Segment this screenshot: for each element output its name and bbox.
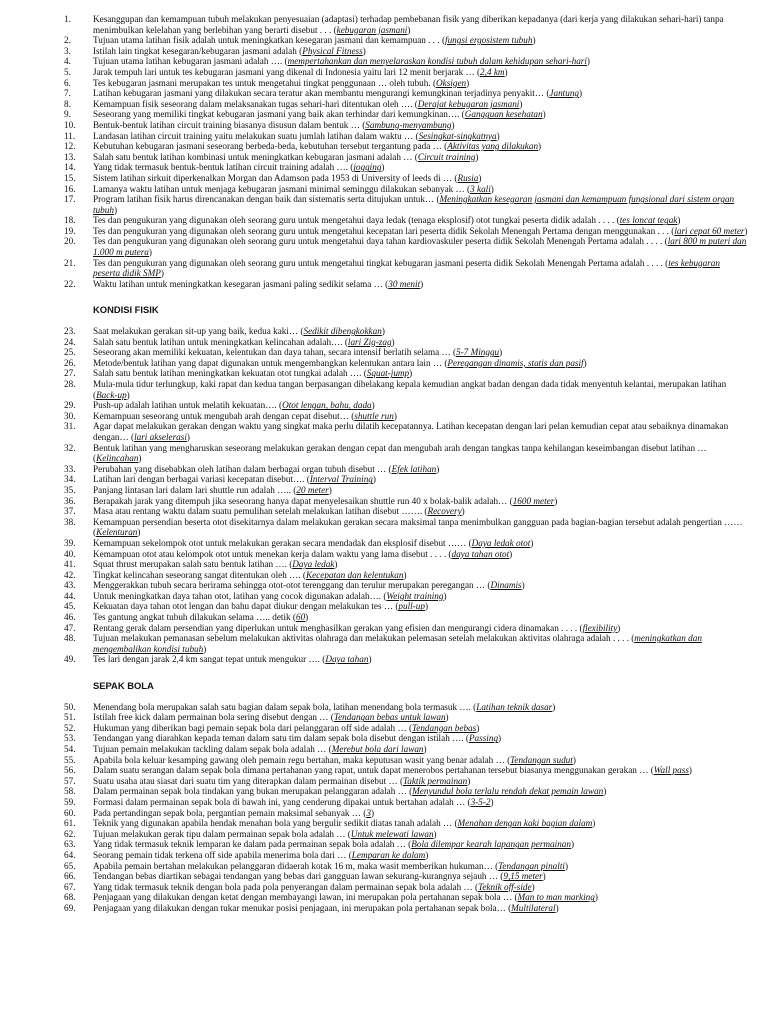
question-item: 9. Seseorang yang memiliki tingkat kebugaran jasmani yang baik akan terhindar dari kemungkinan…. (Gangguan kesehatan) bbox=[64, 109, 546, 120]
answer-text: Circuit training bbox=[417, 151, 476, 162]
answer-text: Rusia bbox=[457, 172, 479, 183]
question-item: 37. Masa atau rentang waktu dalam suatu pemulihan setelah melakukan latihan disebut ……. (Recovery) bbox=[64, 506, 465, 517]
question-item: 60. Pada pertandingan sepak bola, pergantian pemain maksimal sebanyak … (3) bbox=[64, 807, 374, 818]
question-item: 22. Waktu latihan untuk meningkatkan kesegaran jasmani paling sedikit selama … (30 menit) bbox=[64, 278, 424, 289]
answer-text: Merebut bola dari lawan bbox=[331, 744, 424, 754]
question-text: Salah satu bentuk latihan meningkatkan kekuatan otot tungkai adalah …. bbox=[93, 368, 362, 379]
question-text: Rentang gerak dalam persendian yang diperlukan untuk menghasilkan gerakan yang efisien dan mengurangi cidera dinamakan . . . . bbox=[93, 622, 578, 633]
question-number: 56. bbox=[64, 765, 76, 776]
answer-text: Menyundul bola terlalu rendah dekat pemain lawan bbox=[412, 786, 604, 797]
question-item: 61. Teknik yang digunakan apabila hendak menahan bola yang bergulir sedikit diatas tanah adalah … (Menahan dengan kaki bagian dalam) bbox=[64, 818, 596, 829]
question-item: 63. Yang tidak termasuk teknik lemparan ke dalam pada permainan sepak bola adalah … (Bola dilempar kearah lapangan permainan) bbox=[64, 839, 575, 850]
question-number: 24. bbox=[64, 336, 76, 347]
question-text: Apabila bola keluar kesamping gawang oleh pemain regu bertahan, maka keputusan wasit yang benar adalah … bbox=[93, 754, 505, 765]
answer-text: Kecepatan dan kelentukan bbox=[305, 569, 404, 580]
question-number: 67. bbox=[64, 881, 76, 892]
question-text: Tingkat kelincahan seseorang sangat ditentukan oleh …. bbox=[93, 569, 301, 580]
question-number: 68. bbox=[64, 892, 76, 903]
question-number: 23. bbox=[64, 326, 76, 337]
question-text: Menggerakkan tubuh secara beriramа sehingga otot-otot terenggang dan terulur merupakan peregangan … bbox=[93, 580, 486, 591]
question-text: Apabila pemain bertahan melakukan pelanggaran didaerah kotak 16 m, maka wasit memberikan hukuman… bbox=[93, 860, 493, 871]
answer-text: fungsi ergosistem tubuh bbox=[445, 35, 533, 46]
question-item: 17. Program latihan fisik harus direncanakan dengan baik dan sistematis serta ditujukan untuk… (Meningkatkan kesegaran jasmani dan kemampuan fungsional dari sistem organ tubuh) bbox=[64, 194, 735, 215]
question-item: 4. Tujuan utama latihan kebugaran jasmani adalah …. (mempertahankan dan menyelaraskan kondisi tubuh dalam kehidupan sehari-hari) bbox=[64, 56, 590, 67]
question-text: Kekuatan daya tahan otot lengan dan bahu dapat diukur dengan melakukan tes … bbox=[93, 601, 394, 612]
question-text: Latihan lari dengan berbagai variasi kecepatan disebut…. bbox=[93, 474, 305, 485]
answer-text: Lemparan ke dalam bbox=[351, 849, 426, 860]
question-text: Tes dan pengukuran yang digunakan oleh seorang guru untuk mengetahui kecepatan lari peserta didik Sekolah Menengah Pertama dengan menggunakan . . . bbox=[93, 225, 669, 236]
answer-text: Menahan dengan kaki bagian dalam bbox=[457, 818, 593, 829]
answer-text: Oksigen bbox=[436, 77, 467, 88]
question-number: 18. bbox=[64, 215, 76, 226]
question-number: 43. bbox=[64, 580, 76, 591]
question-item: 57. Suatu usaha atau siasat dari suatu tim yang diterapkan dalam permainan disebut … (Taktik permainan) bbox=[64, 775, 471, 786]
answer-text: Wall pass bbox=[653, 765, 689, 776]
question-text: Tes dan pengukuran yang digunakan oleh seorang guru untuk mengetahui daya tahan kardiovaskuler peserta didik Sekolah Menengah Pertama adalah . . . . bbox=[93, 236, 663, 247]
question-number: 8. bbox=[64, 98, 71, 109]
question-item: 64. Seorang pemain tidak terkena off side apabila menerima bola dari … (Lemparan ke dalam) bbox=[64, 849, 429, 860]
question-item: 11. Landasan latihan circuit training yaitu melakukan suatu jumlah latihan dalam waktu … (Sesingkat-singkatnya) bbox=[64, 130, 500, 141]
question-text: Menendang bola merupakan salah satu bagian dalam sepak bola, latihan menendang bola termasuk …. bbox=[93, 701, 471, 712]
answer-text: Kelenturan bbox=[96, 527, 138, 538]
answer-text: tes loncat tegak bbox=[619, 215, 678, 226]
answer-text: 30 menit bbox=[388, 278, 421, 289]
question-text: Squat thrust merupakan salah satu bentuk latihan …. bbox=[93, 559, 287, 570]
question-item: 35. Panjang lintasan lari dalam lari shuttle run adalah ….. (20 meter) bbox=[64, 484, 332, 495]
question-item: 65. Apabila pemain bertahan melakukan pelanggaran didaerah kotak 16 m, maka wasit memberikan hukuman… (Tendangan pinalti) bbox=[64, 860, 568, 871]
question-text: Salah satu bentuk latihan kombinasi untuk meningkatkan kebugaran jasmani adalah … bbox=[93, 151, 413, 162]
question-text: Tujuan utama latihan kebugaran jasmani adalah …. bbox=[93, 56, 283, 67]
question-item: 30. Kemampuan seseorang untuk mengubah arah dengan cepat disebut… (shuttle run) bbox=[64, 410, 397, 421]
question-number: 64. bbox=[64, 849, 76, 860]
question-number: 35. bbox=[64, 484, 76, 495]
question-number: 37. bbox=[64, 506, 76, 517]
answer-text: Man to man marking bbox=[517, 892, 595, 903]
question-item: 18. Tes dan pengukuran yang digunakan oleh seorang guru untuk mengetahui daya ledak (tenaga eksplosif) otot tungkai peserta didik adalah . . . . (tes loncat tegak) bbox=[64, 215, 681, 226]
question-text: Seseorang akan memiliki kekuatan, kelentukan dan daya tahan, secara intensif berlatih selama … bbox=[93, 347, 451, 358]
question-text: Perubahan yang disebabkan oleh latihan dalam berbagai organ tubuh disebut … bbox=[93, 463, 387, 474]
question-list-kondisi-fisik bbox=[66, 326, 748, 665]
answer-text: lari cepat 60 meter bbox=[674, 225, 745, 236]
question-item: 51. Istilah free kick dalam permainan bola sering disebut dengan … (Tendangan bebas untuk lawan) bbox=[64, 712, 449, 723]
question-number: 11. bbox=[64, 130, 76, 141]
question-number: 20. bbox=[64, 236, 76, 247]
question-text: Kebutuhan kebugaran jasmani seseorang berbeda-beda, kebutuhan tersebut tergantung pada … bbox=[93, 141, 442, 152]
answer-text: Derajat kebugaran jasmani bbox=[417, 98, 520, 109]
answer-text: Dinamis bbox=[490, 580, 522, 591]
question-number: 13. bbox=[64, 151, 76, 162]
question-number: 27. bbox=[64, 368, 76, 379]
question-item: 21. Tes dan pengukuran yang digunakan oleh seorang guru untuk mengetahui tingkat kebugaran jasmani peserta didik Sekolah Menengah Pertama adalah . . . . (tes kebugaran peserta didik SMP) bbox=[64, 257, 720, 279]
answer-text: jogging bbox=[353, 162, 382, 173]
question-number: 1. bbox=[64, 14, 71, 24]
answer-text: mempertahankan dan menyelaraskan kondisi tubuh dalam kehidupan sehari-hari bbox=[287, 56, 587, 67]
question-item: 50. Menendang bola merupakan salah satu bagian dalam sepak bola, latihan menendang bola termasuk …. (Latihan teknik dasar) bbox=[64, 701, 556, 712]
question-number: 60. bbox=[64, 807, 76, 818]
question-number: 49. bbox=[64, 654, 76, 665]
question-text: Seorang pemain tidak terkena off side apabila menerima bola dari … bbox=[93, 849, 347, 860]
answer-text: Squat-jump bbox=[366, 368, 410, 379]
answer-text: pull-up bbox=[398, 601, 425, 612]
section-title-kondisi-fisik: KONDISI FISIK bbox=[93, 304, 159, 316]
question-item: 55. Apabila bola keluar kesamping gawang oleh pemain regu bertahan, maka keputusan wasit yang benar adalah … (Tendangan sudut) bbox=[64, 754, 576, 765]
answer-text: Bola dilempar kearah lapangan permainan bbox=[411, 839, 571, 850]
question-list-sepak-bola bbox=[66, 702, 748, 914]
answer-text: Sedikit dibengkokkan bbox=[303, 326, 382, 337]
question-item: 47. Rentang gerak dalam persendian yang diperlukan untuk menghasilkan gerakan yang efisien dan mengurangi cidera dinamakan . . . . (flexibility) bbox=[64, 622, 621, 633]
question-item: 40. Kemampuan otot atau kelompok otot untuk menekan kerja dalam waktu yang lama disebut . . . . (daya tahan otot) bbox=[64, 548, 513, 559]
question-item: 66. Tendangan bebas diartikan sebagai tendangan yang bebas dari gangguan lawan sekurang-kurangnya sejauh … (9,15 meter) bbox=[64, 871, 546, 882]
question-item: 38. Kemampuan persendian beserta otot disekitarnya dalam melakukan gerakan secara maksimal tanpa menimbulkan gangguan pada bagian-bagian tersebut adalah pengertian …… (Kelenturan) bbox=[64, 516, 743, 538]
question-item: 52. Hukuman yang diberikan bagi pemain sepak bola dari pelanggaran off side adalah … (Tendangan bebas) bbox=[64, 722, 480, 733]
question-text: Agar dapat melakukan gerakan dengan waktu yang singkat maka perlu dilatih kecepatannya. Latihan kecepatan dengan lari pelan kemudian cepat atau sebaiknya dinamakan dengan… bbox=[93, 421, 729, 442]
question-number: 46. bbox=[64, 612, 76, 623]
question-item: 58. Dalam permainan sepak bola tindakan yang bukan merupakan pelanggaran adalah … (Menyundul bola terlalu rendah dekat pemain lawan) bbox=[64, 786, 607, 797]
question-text: Istilah free kick dalam permainan bola sering disebut dengan … bbox=[93, 712, 329, 723]
answer-text: Kelincahan bbox=[96, 453, 139, 464]
question-item: 68. Penjagaan yang dilakukan dengan ketat dengan membayangi lawan, ini merupakan pola pertahanan sepak bola … (Man to man marking) bbox=[64, 892, 598, 903]
question-number: 52. bbox=[64, 722, 76, 733]
question-number: 22. bbox=[64, 278, 76, 289]
question-number: 2. bbox=[64, 35, 71, 46]
question-item: 49. Tes lari dengan jarak 2,4 km sangat tepat untuk mengukur …. (Daya tahan) bbox=[64, 654, 372, 665]
question-item: 3. Istilah lain tingkat kesegaran/kebugaran jasmani adalah (Physical Fitness) bbox=[64, 45, 366, 56]
answer-text: Aktivitas yang dilakukan bbox=[447, 141, 539, 152]
question-item: 29. Push-up adalah latihan untuk melatih kekuatan…. (Otot lengan, bahu, dada) bbox=[64, 400, 375, 411]
question-item: 24. Salah satu bentuk latihan untuk meningkatkan kelincahan adalah…. (lari Zig-zag) bbox=[64, 336, 395, 347]
question-text: Tujuan utama latihan fisik adalah untuk meningkatkan kesegaran jasmani dan kemampuan . . . bbox=[93, 35, 440, 46]
question-text: Pada pertandingan sepak bola, pergantian pemain maksimal sebanyak … bbox=[93, 807, 361, 818]
question-item: 59. Formasi dalam permainan sepak bola di bawah ini, yang cenderung dipakai untuk bertahan adalah … (3-5-2) bbox=[64, 796, 494, 807]
answer-text: Meningkatkan kesegaran jasmani dan kemampuan fungsional dari sistem organ tubuh bbox=[93, 194, 735, 215]
question-item: 5. Jarak tempuh lari untuk tes kebugaran jasmani yang dikenal di Indonesia yaitu lari 12 menit berjarak … (2,4 km) bbox=[64, 66, 508, 77]
question-number: 19. bbox=[64, 225, 76, 236]
question-text: Penjagaan yang dilakukan dengan tukar menukar posisi penjagaan, ini merupakan pola pertahanan sepak bola… bbox=[93, 902, 506, 913]
question-text: Dalam permainan sepak bola tindakan yang bukan merupakan pelanggaran adalah … bbox=[93, 786, 407, 797]
answer-text: 1600 meter bbox=[512, 495, 555, 506]
question-item: 48. Tujuan melakukan pemanasan sebelum melakukan aktivitas olahraga dan melakukan pelemasan setelah melakukan aktivitas olahraga adalah . . . . (meningkatkan dan mengembalikan kondisi tubuh) bbox=[64, 633, 702, 654]
question-number: 36. bbox=[64, 495, 76, 506]
question-number: 50. bbox=[64, 701, 76, 712]
question-text: Yang tidak termasuk teknik lemparan ke dalam pada permainan sepak bola adalah … bbox=[93, 839, 406, 850]
question-number: 16. bbox=[64, 183, 76, 194]
question-number: 32. bbox=[64, 442, 76, 453]
question-text: Formasi dalam permainan sepak bola di bawah ini, yang cenderung dipakai untuk bertahan adalah … bbox=[93, 796, 466, 807]
question-item: 32. Bentuk latihan yang mengharuskan seseorang melakukan gerakan dengan cepat dan mengubah arah dengan tangkas tanpa kehilangan keseimbangan disebut latihan … (Kelincahan) bbox=[64, 442, 707, 464]
answer-text: Tendangan bebas bbox=[412, 722, 477, 733]
answer-text: 20 meter bbox=[296, 484, 329, 495]
question-text: Kemampuan persendian beserta otot disekitarnya dalam melakukan gerakan secara maksimal tanpa menimbulkan gangguan pada bagian-bagian tersebut adalah pengertian …… bbox=[93, 516, 743, 527]
question-number: 59. bbox=[64, 796, 76, 807]
question-text: Jarak tempuh lari untuk tes kebugaran jasmani yang dikenal di Indonesia yaitu lari 12 menit berjarak … bbox=[93, 66, 475, 77]
question-number: 40. bbox=[64, 548, 76, 559]
question-item: 34. Latihan lari dengan berbagai variasi kecepatan disebut…. (Interval Training) bbox=[64, 474, 376, 485]
question-number: 21. bbox=[64, 257, 76, 268]
answer-text: lari Zig-zag bbox=[347, 336, 392, 347]
question-text: Tujuan pemain melakukan tackling dalam sepak bola adalah … bbox=[93, 744, 327, 754]
question-item: 25. Seseorang akan memiliki kekuatan, kelentukan dan daya tahan, secara intensif berlatih selama … (5-7 Minggu) bbox=[64, 347, 503, 358]
question-item: 23. Saat melakukan gerakan sit-up yang baik, kedua kaki… (Sedikit dibengkokkan) bbox=[64, 326, 385, 337]
question-number: 7. bbox=[64, 88, 71, 99]
question-number: 14. bbox=[64, 162, 76, 173]
question-text: Latihan kebugaran jasmani yang dilakukan secara teratur akan membantu mengurangi kemungkinan terjadinya penyakit… bbox=[93, 88, 545, 99]
question-number: 44. bbox=[64, 590, 76, 601]
question-number: 65. bbox=[64, 860, 76, 871]
question-text: Metode/bentuk latihan yang dapat digunakan untuk mengembangkan kelentukan antara lain … bbox=[93, 357, 443, 368]
question-text: Mula-mula tidur terlungkup, kaki rapat dan kedua tangan berpasangan dibelakang kepala kemudian angkat badan dengan dada tidak menyentuh kelantai, merupakan latihan bbox=[93, 379, 727, 389]
question-text: Masa atau rentang waktu dalam suatu pemulihan setelah melakukan latihan disebut ……. bbox=[93, 506, 423, 517]
answer-text: Tendangan sudut bbox=[510, 754, 573, 765]
answer-text: Multilateral bbox=[511, 902, 556, 913]
question-item: 43. Menggerakkan tubuh secara beriramа sehingga otot-otot terenggang dan terulur merupakan peregangan … (Dinamis) bbox=[64, 580, 525, 591]
question-item: 62. Tujuan melakukan gerak tipu dalam permainan sepak bola adalah … (Untuk melewati lawan) bbox=[64, 828, 437, 839]
question-text: Suatu usaha atau siasat dari suatu tim yang diterapkan dalam permainan disebut … bbox=[93, 775, 398, 786]
answer-text: 3 bbox=[366, 807, 371, 818]
question-text: Bentuk-bentuk latihan circuit training biasanya disusun dalam bentuk … bbox=[93, 119, 360, 130]
answer-text: Interval Training bbox=[309, 474, 373, 485]
question-number: 17. bbox=[64, 194, 76, 205]
question-text: Tujuan melakukan pemanasan sebelum melakukan aktivitas olahraga dan melakukan pelemasan setelah melakukan aktivitas olahraga adalah . . . . bbox=[93, 633, 629, 644]
answer-text: Efek latihan bbox=[391, 463, 437, 474]
question-item: 45. Kekuatan daya tahan otot lengan dan bahu dapat diukur dengan melakukan tes … (pull-up) bbox=[64, 601, 428, 612]
question-item: 46. Tes gantung angkat tubuh dilakukan selama ….. detik (60) bbox=[64, 612, 309, 623]
answer-text: shuttle run bbox=[354, 410, 394, 421]
question-number: 34. bbox=[64, 474, 76, 485]
question-item: 54. Tujuan pemain melakukan tackling dalam sepak bola adalah … (Merebut bola dari lawan) bbox=[64, 744, 427, 754]
question-text: Sistem latihan sirkuit diperkenalkan Morgan dan Adamson pada 1953 di University of leeds di … bbox=[93, 172, 453, 183]
answer-text: Passing bbox=[468, 733, 499, 744]
question-item: 26. Metode/bentuk latihan yang dapat digunakan untuk mengembangkan kelentukan antara lain … (Peregangan dinamis, statis dan pasif) bbox=[64, 357, 587, 368]
answer-text: Tendangan bebas untuk lawan bbox=[333, 712, 446, 723]
question-item: 12. Kebutuhan kebugaran jasmani seseorang berbeda-beda, kebutuhan tersebut tergantung pada … (Aktivitas yang dilakukan) bbox=[64, 141, 542, 152]
question-item: 20. Tes dan pengukuran yang digunakan oleh seorang guru untuk mengetahui daya tahan kardiovaskuler peserta didik Sekolah Menengah Pertama adalah . . . . (lari 800 m puteri dan 1.000 m putera) bbox=[64, 236, 747, 258]
question-text: Tendangan bebas diartikan sebagai tendangan yang bebas dari gangguan lawan sekurang-kurangnya sejauh … bbox=[93, 871, 498, 882]
question-text: Kemampuan otot atau kelompok otot untuk menekan kerja dalam waktu yang lama disebut . . . . bbox=[93, 548, 447, 559]
question-item: 13. Salah satu bentuk latihan kombinasi untuk meningkatkan kebugaran jasmani adalah … (Circuit training) bbox=[64, 151, 479, 162]
question-item: 41. Squat thrust merupakan salah satu bentuk latihan …. (Daya ledak) bbox=[64, 559, 338, 570]
question-text: Kemampuan sekelompok otot untuk melakukan gerakan secara mendadak dan eksplosif disebut …… bbox=[93, 537, 467, 548]
answer-text: Daya ledak otot bbox=[471, 537, 531, 548]
question-item: 15. Sistem latihan sirkuit diperkenalkan Morgan dan Adamson pada 1953 di University of leeds di … (Rusia) bbox=[64, 172, 482, 183]
question-number: 30. bbox=[64, 410, 76, 421]
answer-text: Back-up bbox=[96, 389, 127, 400]
answer-text: Tendangan pinalti bbox=[498, 860, 565, 871]
answer-text: 3-5-2 bbox=[470, 796, 491, 807]
answer-text: Sesingkat-singkatnya bbox=[418, 130, 497, 141]
question-number: 9. bbox=[64, 109, 71, 120]
question-number: 58. bbox=[64, 786, 76, 797]
question-item: 28. Mula-mula tidur terlungkup, kaki rapat dan kedua tangan berpasangan dibelakang kepala kemudian angkat badan dengan dada tidak menyentuh kelantai, merupakan latihan (Back-up) bbox=[64, 379, 727, 400]
answer-text: 9,15 meter bbox=[503, 871, 543, 882]
question-text: Salah satu bentuk latihan untuk meningkatkan kelincahan adalah…. bbox=[93, 336, 343, 347]
question-number: 47. bbox=[64, 622, 76, 633]
question-text: Bentuk latihan yang mengharuskan seseorang melakukan gerakan dengan cepat dan mengubah arah dengan tangkas tanpa kehilangan keseimbangan disebut latihan … bbox=[93, 442, 707, 453]
answer-text: Teknik off-side bbox=[478, 881, 532, 892]
question-number: 69. bbox=[64, 902, 76, 913]
question-item: 33. Perubahan yang disebabkan oleh latihan dalam berbagai organ tubuh disebut … (Efek latihan) bbox=[64, 463, 440, 474]
question-text: Seseorang yang memiliki tingkat kebugaran jasmani yang baik akan terhindar dari kemungkinan…. bbox=[93, 109, 460, 120]
question-text: Panjang lintasan lari dalam lari shuttle run adalah ….. bbox=[93, 484, 291, 495]
question-number: 61. bbox=[64, 818, 76, 829]
question-text: Kemampuan fisik seseorang dalam melaksanakan tugas sehari-hari ditentukan oleh …. bbox=[93, 98, 413, 109]
question-text: Lamanya waktu latihan untuk menjaga kebugaran jasmani minimal seminggu dilakukan sebanyak … bbox=[93, 183, 465, 194]
question-item: 69. Penjagaan yang dilakukan dengan tukar menukar posisi penjagaan, ini merupakan pola pertahanan sepak bola… (Multilateral) bbox=[64, 902, 559, 913]
question-item: 7. Latihan kebugaran jasmani yang dilakukan secara teratur akan membantu mengurangi kemungkinan terjadinya penyakit… (Jantung) bbox=[64, 88, 583, 99]
question-text: Tes lari dengan jarak 2,4 km sangat tepat untuk mengukur …. bbox=[93, 654, 320, 665]
question-text: Teknik yang digunakan apabila hendak menahan bola yang bergulir sedikit diatas tanah adalah … bbox=[93, 818, 453, 829]
question-text: Yang tidak termasuk teknik dengan bola pada pola penyerangan dalam permainan sepak bola adalah … bbox=[93, 881, 473, 892]
question-number: 45. bbox=[64, 601, 76, 612]
answer-text: Taktik permainan bbox=[403, 775, 468, 786]
question-item: 56. Dalam suatu serangan dalam sepak bola dimana pertahanan yang rapat, untuk dapat menerobos pertahanan tersebut biasanya menggunakan gerakan … (Wall pass) bbox=[64, 765, 692, 776]
question-list-kebugaran bbox=[66, 14, 748, 289]
question-item: 36. Berapakah jarak yang ditempuh jika seseorang hanya dapat menyelesaikan shuttle run 40 x bolak-balik adalah… (1600 meter) bbox=[64, 495, 558, 506]
section-title-sepak-bola: SEPAK BOLA bbox=[93, 680, 154, 692]
answer-text: Peregangan dinamis, statis dan pasif bbox=[447, 357, 584, 368]
question-number: 66. bbox=[64, 871, 76, 882]
question-number: 4. bbox=[64, 56, 71, 67]
answer-text: 2,4 km bbox=[480, 66, 505, 77]
answer-text: Sambung-menyambung bbox=[365, 119, 452, 130]
question-text: Kemampuan seseorang untuk mengubah arah dengan cepat disebut… bbox=[93, 410, 349, 421]
question-item: 53. Tendangan yang diarahkan kepada teman dalam satu tim dalam sepak bola disebut dengan istilah …. (Passing) bbox=[64, 733, 502, 744]
question-text: Hukuman yang diberikan bagi pemain sepak bola dari pelanggaran off side adalah … bbox=[93, 722, 407, 733]
answer-text: Physical Fitness bbox=[302, 45, 363, 56]
question-number: 41. bbox=[64, 559, 76, 570]
question-number: 12. bbox=[64, 141, 76, 152]
answer-text: Gangguan kesehatan bbox=[464, 109, 543, 120]
question-text: Penjagaan yang dilakukan dengan ketat dengan membayangi lawan, ini merupakan pola pertahanan sepak bola … bbox=[93, 892, 513, 903]
question-number: 29. bbox=[64, 400, 76, 411]
question-item: 39. Kemampuan sekelompok otot untuk melakukan gerakan secara mendadak dan eksplosif disebut …… (Daya ledak otot) bbox=[64, 537, 534, 548]
question-number: 10. bbox=[64, 119, 76, 130]
answer-text: daya tahan otot bbox=[451, 548, 510, 559]
question-text: Tes gantung angkat tubuh dilakukan selama ….. detik bbox=[93, 612, 291, 623]
question-item: 14. Yang tidak termasuk bentuk-bentuk latihan circuit training adalah …. (jogging) bbox=[64, 162, 385, 173]
answer-text: meningkatkan dan mengembalikan kondisi tubuh bbox=[93, 633, 702, 654]
question-text: Kesanggupan dan kemampuan tubuh melakukan penyesuaian (adaptasi) terhadap pembebanan fisik yang diberikan kepadanya (dari kerja yang dilakukan sehari-hari) tanpa menimbulkan kelelahan yang berlebihan yang berarti disebut . . . bbox=[93, 14, 724, 35]
question-item: 27. Salah satu bentuk latihan meningkatkan kekuatan otot tungkai adalah …. (Squat-jump) bbox=[64, 368, 413, 379]
question-text: Tes dan pengukuran yang digunakan oleh seorang guru untuk mengetahui tingkat kebugaran jasmani peserta didik Sekolah Menengah Pertama adalah . . . . bbox=[93, 257, 663, 268]
question-text: Istilah lain tingkat kesegaran/kebugaran jasmani adalah bbox=[93, 45, 297, 56]
question-number: 57. bbox=[64, 775, 76, 786]
question-number: 6. bbox=[64, 77, 71, 88]
answer-text: Daya tahan bbox=[325, 654, 369, 665]
question-item: 2. Tujuan utama latihan fisik adalah untuk meningkatkan kesegaran jasmani dan kemampuan . . . (fungsi ergosistem tubuh) bbox=[64, 35, 536, 46]
question-item: 6. Tes kebugaran jasmani merupakan tes untuk mengetahui tingkat penggunaan … oleh tubuh. (Oksigen) bbox=[64, 77, 470, 88]
question-text: Push-up adalah latihan untuk melatih kekuatan…. bbox=[93, 400, 277, 411]
answer-text: Weight training bbox=[386, 590, 444, 601]
answer-text: Otot lengan, bahu, dada bbox=[282, 400, 372, 411]
question-text: Berapakah jarak yang ditempuh jika seseorang hanya dapat menyelesaikan shuttle run 40 x bolak-balik adalah… bbox=[93, 495, 508, 506]
question-item: 19. Tes dan pengukuran yang digunakan oleh seorang guru untuk mengetahui kecepatan lari peserta didik Sekolah Menengah Pertama dengan menggunakan . . . (lari cepat 60 meter) bbox=[64, 225, 748, 236]
question-text: Tes kebugaran jasmani merupakan tes untuk mengetahui tingkat penggunaan … oleh tubuh. bbox=[93, 77, 431, 88]
question-number: 5. bbox=[64, 66, 71, 77]
answer-text: lari 800 m puteri dan 1.000 m putera bbox=[93, 236, 747, 258]
answer-text: Latihan teknik dasar bbox=[476, 701, 553, 712]
question-number: 63. bbox=[64, 839, 76, 850]
question-number: 31. bbox=[64, 421, 76, 432]
question-item: 1. Kesanggupan dan kemampuan tubuh melakukan penyesuaian (adaptasi) terhadap pembebanan fisik yang diberikan kepadanya (dari kerja yang dilakukan sehari-hari) tanpa menimbulkan kelelahan yang berlebihan yang berarti disebut . . . (kebugaran jasmani) bbox=[64, 14, 724, 35]
question-item: 16. Lamanya waktu latihan untuk menjaga kebugaran jasmani minimal seminggu dilakukan sebanyak … (3 kali) bbox=[64, 183, 494, 194]
question-number: 15. bbox=[64, 172, 76, 183]
question-number: 62. bbox=[64, 828, 76, 839]
question-number: 33. bbox=[64, 463, 76, 474]
question-number: 39. bbox=[64, 537, 76, 548]
question-number: 38. bbox=[64, 516, 76, 527]
answer-text: Daya ledak bbox=[292, 559, 335, 570]
answer-text: 5-7 Minggu bbox=[456, 347, 500, 358]
question-item: 42. Tingkat kelincahan seseorang sangat ditentukan oleh …. (Kecepatan dan kelentukan) bbox=[64, 569, 407, 580]
question-text: Program latihan fisik harus direncanakan dengan baik dan sistematis serta ditujukan untuk… bbox=[93, 194, 435, 205]
answer-text: tes kebugaran peserta didik SMP bbox=[93, 257, 720, 279]
question-number: 3. bbox=[64, 45, 71, 56]
answer-text: flexibility bbox=[582, 622, 618, 633]
question-text: Saat melakukan gerakan sit-up yang baik, kedua kaki… bbox=[93, 326, 299, 337]
question-text: Tes dan pengukuran yang digunakan oleh seorang guru untuk mengetahui daya ledak (tenaga eksplosif) otot tungkai peserta didik adalah . . . . bbox=[93, 215, 615, 226]
question-item: 31. Agar dapat melakukan gerakan dengan waktu yang singkat maka perlu dilatih kecepatannya. Latihan kecepatan dengan lari pelan kemudian cepat atau sebaiknya dinamakan dengan… (lari akselerasi) bbox=[64, 421, 729, 442]
question-number: 54. bbox=[64, 744, 76, 754]
question-number: 42. bbox=[64, 569, 76, 580]
question-text: Waktu latihan untuk meningkatkan kesegaran jasmani paling sedikit selama … bbox=[93, 278, 383, 289]
question-item: 8. Kemampuan fisik seseorang dalam melaksanakan tugas sehari-hari ditentukan oleh …. (Derajat kebugaran jasmani) bbox=[64, 98, 523, 109]
question-item: 44. Untuk meningkatkan daya tahan otot, latihan yang cocok digunakan adalah…. (Weight training) bbox=[64, 590, 447, 601]
answer-text: Jantung bbox=[549, 88, 580, 99]
question-text: Landasan latihan circuit training yaitu melakukan suatu jumlah latihan dalam waktu … bbox=[93, 130, 414, 141]
question-text: Tendangan yang diarahkan kepada teman dalam satu tim dalam sepak bola disebut dengan istilah …. bbox=[93, 733, 464, 744]
question-number: 51. bbox=[64, 712, 76, 723]
answer-text: kebugaran jasmani bbox=[336, 24, 408, 35]
answer-text: Recovery bbox=[427, 506, 462, 517]
question-text: Tujuan melakukan gerak tipu dalam permainan sepak bola adalah … bbox=[93, 828, 346, 839]
question-number: 25. bbox=[64, 347, 76, 358]
question-number: 48. bbox=[64, 633, 76, 644]
answer-text: 3 kali bbox=[470, 183, 491, 194]
question-text: Untuk meningkatkan daya tahan otot, latihan yang cocok digunakan adalah…. bbox=[93, 590, 382, 601]
question-number: 28. bbox=[64, 379, 76, 389]
answer-text: Untuk melewati lawan bbox=[350, 828, 434, 839]
question-item: 10. Bentuk-bentuk latihan circuit training biasanya disusun dalam bentuk … (Sambung-menyambung) bbox=[64, 119, 455, 130]
question-number: 53. bbox=[64, 733, 76, 744]
question-text: Yang tidak termasuk bentuk-bentuk latihan circuit training adalah …. bbox=[93, 162, 348, 173]
answer-text: lari akselerasi bbox=[134, 431, 187, 442]
answer-text: 60 bbox=[295, 612, 306, 623]
question-number: 55. bbox=[64, 754, 76, 765]
question-item: 67. Yang tidak termasuk teknik dengan bola pada pola penyerangan dalam permainan sepak bola adalah … (Teknik off-side) bbox=[64, 881, 535, 892]
question-number: 26. bbox=[64, 357, 76, 368]
question-text: Dalam suatu serangan dalam sepak bola dimana pertahanan yang rapat, untuk dapat menerobos pertahanan tersebut biasanya menggunakan gerakan … bbox=[93, 765, 649, 776]
